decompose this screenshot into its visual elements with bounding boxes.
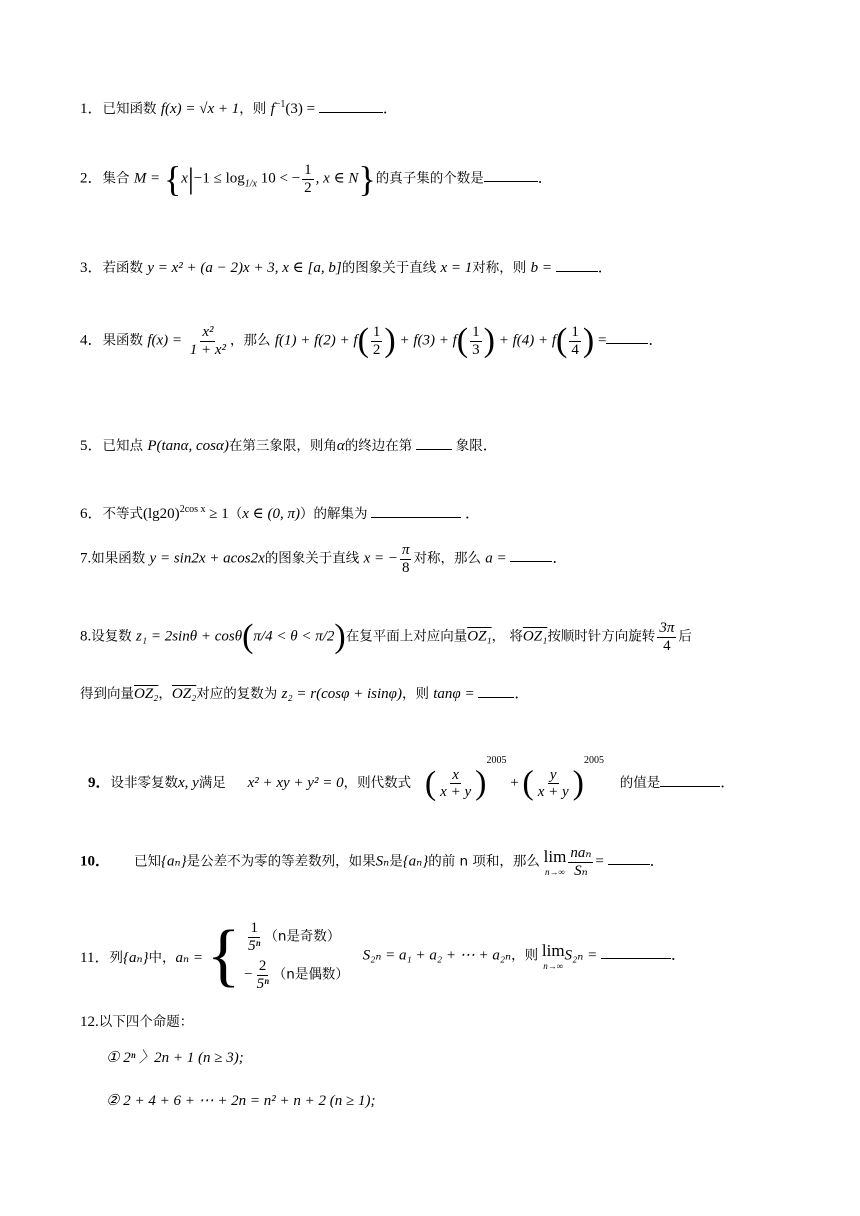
numerator: naₙ	[570, 845, 592, 861]
limit	[544, 847, 567, 877]
problem-10	[80, 845, 665, 879]
formula: {aₙ}	[161, 853, 187, 870]
punctuation: ．	[648, 332, 664, 349]
denominator: 8	[401, 559, 410, 576]
fraction	[568, 845, 593, 879]
problem-text: ）的解集为	[300, 506, 368, 522]
formula: Sₙ	[375, 853, 390, 870]
problem-2	[80, 158, 553, 200]
formula: y = x² + (a − 2)x + 3, x ∈ [a, b]	[147, 260, 342, 276]
problem-3	[80, 256, 613, 277]
paren: )	[582, 322, 595, 359]
problem-number: 5．	[80, 438, 103, 454]
denominator: x + y	[537, 784, 569, 801]
superscript: −1	[274, 99, 286, 110]
problem-text: ，	[158, 686, 172, 702]
problem-9: 9．设非零复数x, y满足 x² + xy + y² = 0，则代数式 ( $\frac{x}{x + y}$ )$^{2005}$ + ( $\frac{y}{x + y}$ )$^{2005}$ 的值是 ．	[88, 755, 736, 802]
problem-8-line-2	[80, 682, 529, 703]
punctuation: ．	[649, 853, 665, 870]
exponent: 2005	[584, 755, 604, 766]
problem-text: 设复数	[91, 628, 137, 645]
numerator: 1	[304, 162, 312, 178]
formula: x ∈ (0, π)	[242, 506, 301, 522]
problem-number: 1．	[80, 101, 103, 117]
formula: x, y	[178, 775, 199, 791]
numerator: 1	[472, 324, 480, 340]
problem-text: 的真子集的个数是	[375, 170, 484, 187]
paren: (	[357, 322, 369, 359]
paren: )	[475, 764, 487, 802]
formula: M =	[133, 170, 161, 187]
fraction	[302, 162, 314, 196]
fraction	[400, 542, 412, 576]
problem-text: 满足	[198, 775, 226, 791]
answer-blank[interactable]	[510, 547, 552, 562]
lim-sub: n→∞	[545, 867, 565, 877]
problem-text: 的图象关于直线	[264, 550, 364, 567]
formula: tanφ =	[433, 686, 475, 702]
paren: (	[424, 764, 437, 802]
vector: OZ₂	[134, 686, 159, 702]
denominator: 5ⁿ	[256, 975, 269, 992]
problem-6	[80, 502, 480, 523]
problem-8	[80, 618, 692, 656]
fraction	[188, 324, 228, 358]
problem-text: 的值是	[619, 775, 661, 791]
punctuation: ．	[670, 947, 686, 964]
paren: )	[483, 322, 495, 359]
problem-number: 7.	[80, 550, 92, 567]
punctuation: ．	[720, 775, 736, 791]
formula: (lg20)	[143, 506, 180, 522]
proposition-text: ① 2ⁿ 〉2n + 1 (n ≥ 3);	[106, 1050, 244, 1066]
formula: z₂ = r(cosφ + isinφ)	[281, 686, 402, 702]
problem-number: 8.	[80, 628, 92, 645]
denominator: 4	[571, 341, 579, 358]
punctuation: ．	[482, 438, 498, 454]
problem-text: 如果函数	[91, 550, 150, 567]
problem-text: （	[228, 506, 243, 522]
problem-11	[80, 916, 686, 996]
answer-blank[interactable]	[371, 503, 461, 518]
formula: π/4 < θ < π/2	[253, 628, 335, 645]
problem-text: 列	[109, 949, 123, 966]
formula: x = 1	[440, 260, 473, 276]
denominator: 2	[304, 179, 312, 196]
paren: )	[384, 322, 396, 359]
formula: =	[597, 332, 607, 349]
paren: (	[456, 322, 469, 359]
formula: S₂ₙ = a₁ + a₂ + ⋯ + a₂ₙ	[362, 947, 512, 964]
fraction	[657, 620, 676, 654]
problem-text: 对称，那么	[413, 550, 486, 567]
problem-text: 对称，则	[472, 260, 531, 276]
problem-7	[80, 542, 567, 576]
problem-number: 4．	[80, 332, 103, 349]
formula: , x ∈ N	[315, 170, 359, 187]
problem-text: ，则	[239, 101, 271, 117]
problem-text: 已知函数	[102, 101, 161, 117]
log-base: 1/x	[244, 178, 257, 190]
problem-text: 是公差不为零的等差数列，如果	[186, 853, 376, 870]
fraction	[371, 324, 383, 358]
denominator: 2	[372, 341, 381, 358]
fraction	[569, 324, 581, 358]
problem-text: ， 将	[491, 628, 523, 645]
formula: f(x) =	[147, 332, 182, 349]
formula: (3) =	[285, 101, 316, 117]
case-label: （n是奇数）	[264, 928, 341, 945]
formula: + f(4) + f	[498, 332, 557, 349]
problem-text: ，则	[511, 947, 539, 964]
numerator: 1	[571, 324, 579, 340]
problem-4	[80, 322, 663, 360]
formula: {aₙ}	[122, 949, 149, 966]
denominator: Sₙ	[574, 862, 588, 879]
answer-blank[interactable]	[319, 98, 383, 113]
punctuation: ．	[514, 686, 530, 702]
problem-12	[80, 1010, 193, 1031]
formula: x² + xy + y² = 0	[247, 775, 344, 791]
problem-text: 的前 n 项和，那么	[428, 853, 540, 870]
punctuation: ．	[465, 506, 481, 522]
numerator: 3π	[659, 620, 675, 636]
answer-blank[interactable]	[660, 772, 720, 787]
formula: a =	[485, 550, 507, 567]
problem-11-lead	[80, 946, 203, 967]
problem-text: 集合	[102, 170, 134, 187]
brace-left: {	[163, 159, 182, 199]
problem-number: 6．	[80, 506, 103, 522]
formula: S₂ₙ =	[564, 947, 598, 964]
problem-text: 若函数	[102, 260, 148, 276]
problem-text: ，则代数式	[343, 775, 412, 791]
answer-blank[interactable]	[606, 329, 648, 344]
fraction	[470, 324, 482, 358]
brace-right: }	[358, 159, 376, 199]
exponent: 2005	[486, 755, 507, 766]
lim-sub: n→∞	[543, 961, 564, 971]
formula: =	[595, 853, 604, 870]
problem-text: 得到向量	[80, 686, 134, 702]
numerator: 2	[258, 958, 267, 974]
problem-number: 12.	[80, 1014, 99, 1030]
case-odd	[244, 920, 349, 954]
paren: (	[522, 764, 534, 802]
lim-text: lim	[543, 847, 567, 866]
formula: 10 < −	[260, 170, 301, 187]
vector: OZ₂	[171, 686, 197, 702]
answer-blank[interactable]	[556, 257, 598, 272]
problem-text: 象限	[455, 438, 483, 454]
fraction	[438, 767, 473, 801]
formula: y = sin2x + acos2x	[149, 550, 265, 567]
formula: x	[181, 170, 188, 187]
formula: ≥ 1	[205, 506, 229, 522]
punctuation: ．	[382, 101, 398, 117]
problem-text: 后	[678, 628, 692, 645]
piecewise-cases	[244, 920, 349, 992]
fraction	[246, 920, 262, 954]
denominator: x + y	[440, 784, 472, 801]
proposition-2	[106, 1091, 376, 1110]
problem-text: 对应的复数为	[196, 686, 282, 702]
denominator: 3	[472, 341, 480, 358]
paren: )	[572, 764, 584, 802]
problem-text: 的图象关于直线	[341, 260, 441, 276]
problem-text: 在第三象限，则角	[228, 438, 337, 454]
problem-text: 在复平面上对应向量	[345, 628, 468, 645]
problem-5	[80, 434, 498, 455]
problem-text: 中，	[148, 949, 176, 966]
proposition-1	[106, 1046, 244, 1067]
problem-text: 按顺时针方向旋转	[547, 628, 656, 645]
problem-11-tail	[363, 941, 686, 971]
answer-blank[interactable]	[601, 944, 671, 959]
bar: |	[187, 162, 194, 195]
formula: α	[336, 438, 345, 454]
proposition-text: ② 2 + 4 + 6 + ⋯ + 2n = n² + n + 2 (n ≥ 1);	[106, 1093, 376, 1109]
denominator: 1 + x²	[189, 341, 227, 358]
answer-blank[interactable]	[484, 167, 538, 182]
punctuation: ．	[537, 170, 553, 187]
case-even: − $\frac{2}{\text{5ⁿ}}$ （n是偶数）	[244, 958, 349, 992]
problem-text: ，那么	[230, 332, 275, 349]
problem-text: 果函数	[102, 332, 148, 349]
problem-number: 2．	[80, 170, 103, 187]
problem-text: 已知点	[102, 438, 148, 454]
formula: z₁ = 2sinθ + cosθ	[136, 628, 243, 645]
problem-number: 11．	[80, 949, 110, 966]
problem-1	[80, 97, 398, 118]
formula: −1 ≤ log	[193, 170, 245, 187]
problem-text: ，则	[401, 686, 434, 702]
problem-text: 是	[389, 853, 403, 870]
problem-text: 设非零复数	[110, 775, 179, 791]
formula: f(x) = √x + 1	[160, 101, 240, 117]
brace-left: {	[206, 917, 241, 994]
problem-number: 9．	[88, 775, 111, 791]
formula: P(tanα, cosα)	[147, 438, 229, 454]
problem-text: 的终边在第	[344, 438, 413, 454]
numerator: π	[401, 542, 410, 558]
problem-text: 不等式	[102, 506, 144, 522]
formula: {aₙ}	[402, 853, 429, 870]
lim-text: lim	[541, 941, 565, 960]
problem-text: 以下四个命题：	[98, 1014, 194, 1030]
paren: (	[242, 618, 254, 655]
numerator: x	[452, 766, 459, 783]
denominator: 4	[663, 637, 671, 654]
denominator: 5ⁿ	[248, 937, 261, 954]
numerator: 1	[372, 324, 381, 340]
numerator: x²	[202, 324, 214, 340]
answer-blank[interactable]	[416, 435, 452, 450]
answer-blank[interactable]	[608, 850, 650, 865]
formula: x = −	[363, 550, 398, 567]
fraction	[255, 958, 271, 992]
formula: f(1) + f(2) + f	[274, 332, 358, 349]
formula: + f(3) + f	[399, 332, 457, 349]
case-label: （n是偶数）	[272, 966, 349, 983]
problem-number: 3．	[80, 260, 103, 276]
paren: )	[334, 618, 346, 655]
punctuation: ．	[597, 260, 613, 276]
numerator: 1	[250, 920, 258, 936]
formula: b =	[530, 260, 552, 276]
answer-blank[interactable]	[478, 683, 514, 698]
paren: (	[556, 322, 568, 359]
punctuation: ．	[552, 550, 568, 567]
formula: aₙ =	[175, 949, 203, 966]
numerator: y	[549, 766, 557, 783]
fraction	[536, 767, 571, 801]
superscript: 2cos x	[179, 504, 206, 515]
vector: OZ₁	[522, 628, 548, 645]
problem-number: 10．	[80, 853, 111, 870]
vector: OZ₁	[467, 628, 492, 645]
problem-text: 已知	[134, 853, 162, 870]
formula: f	[270, 101, 275, 117]
limit	[542, 941, 565, 971]
